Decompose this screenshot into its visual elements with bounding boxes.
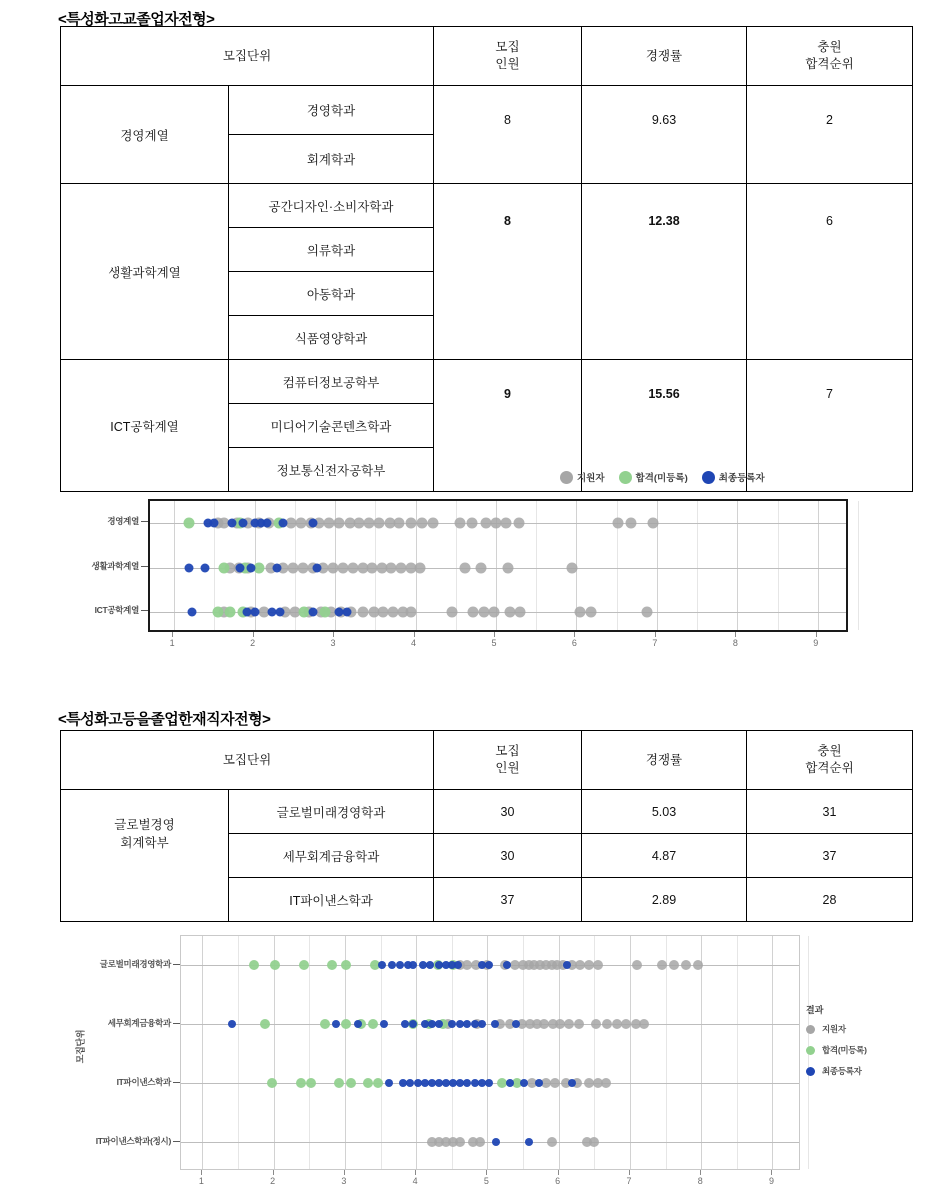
data-point xyxy=(414,562,425,573)
data-point xyxy=(228,519,237,528)
data-point xyxy=(632,960,642,970)
legend-item[interactable] xyxy=(806,1044,867,1056)
x-axis-tick-label: 9 xyxy=(768,1176,774,1186)
header-quota xyxy=(434,731,582,790)
legend-swatch-icon xyxy=(806,1046,815,1055)
x-axis-tick-mark xyxy=(558,1170,559,1175)
data-point xyxy=(327,960,337,970)
x-axis-tick-label: 6 xyxy=(571,638,577,648)
data-point xyxy=(626,518,637,529)
header-extra-line2: 합격순위 xyxy=(805,57,854,71)
department-cell: 정보통신전자공학부 xyxy=(229,448,434,492)
gridline-minor xyxy=(309,936,310,1169)
data-point xyxy=(373,1078,383,1088)
data-point xyxy=(564,1019,574,1029)
data-point xyxy=(358,606,369,617)
data-point xyxy=(657,960,667,970)
chart1-legend xyxy=(560,470,765,484)
data-point xyxy=(385,1079,393,1087)
department-cell: 식품영양학과 xyxy=(229,316,434,360)
data-point xyxy=(613,518,624,529)
x-axis-tick-mark xyxy=(414,632,415,637)
header-unit: 모집단위 xyxy=(61,731,434,790)
data-point xyxy=(492,1138,500,1146)
extra-rank-cell: 37 xyxy=(747,834,913,878)
x-axis-tick-mark xyxy=(700,1170,701,1175)
x-axis-tick-label: 4 xyxy=(412,1176,418,1186)
x-axis-tick-label: 1 xyxy=(169,638,175,648)
data-point xyxy=(693,960,703,970)
y-axis-tick-label: 생활과학계열 xyxy=(91,560,139,571)
data-point xyxy=(468,606,479,617)
data-point xyxy=(320,606,331,617)
data-point xyxy=(249,960,259,970)
gridline-major xyxy=(345,936,346,1169)
gridline-major xyxy=(202,936,203,1169)
data-point xyxy=(378,961,386,969)
data-point xyxy=(313,563,322,572)
data-point xyxy=(589,1137,599,1147)
data-point xyxy=(273,563,282,572)
header-ratio: 경쟁률 xyxy=(582,731,747,790)
data-point xyxy=(200,563,209,572)
chart2-plot-area xyxy=(180,935,800,1170)
data-point xyxy=(341,960,351,970)
y-axis-tick-label: ICT공학계열 xyxy=(94,604,139,615)
x-axis-tick-label: 4 xyxy=(411,638,417,648)
data-point xyxy=(238,519,247,528)
table-employed-graduate xyxy=(60,730,913,922)
header-quota-line2: 인원 xyxy=(495,57,520,71)
data-point xyxy=(591,1019,601,1029)
legend-swatch-icon xyxy=(560,471,573,484)
faculty-cell: ICT공학계열 xyxy=(61,360,229,492)
x-axis-tick-mark xyxy=(172,632,173,637)
data-point xyxy=(485,1079,493,1087)
section1-title: <특성화고교졸업자전형> xyxy=(58,11,215,28)
data-point xyxy=(642,606,653,617)
legend-swatch-icon xyxy=(806,1025,815,1034)
x-axis-tick-label: 5 xyxy=(491,638,497,648)
legend-swatch-icon xyxy=(806,1067,815,1076)
quota-cell: 30 xyxy=(434,790,582,834)
data-point xyxy=(278,519,287,528)
ratio-cell: 2.89 xyxy=(582,878,747,922)
x-axis-tick-label: 8 xyxy=(697,1176,703,1186)
data-point xyxy=(184,563,193,572)
ratio-cell: 9.63 xyxy=(582,86,747,184)
y-axis-tick-mark xyxy=(173,1141,180,1142)
faculty-cell: 경영계열 xyxy=(61,86,229,184)
data-point xyxy=(409,961,417,969)
section2-title: <특성화고등을졸업한재직자전형> xyxy=(58,711,271,728)
gridline-major xyxy=(559,936,560,1169)
data-point xyxy=(647,518,658,529)
data-point xyxy=(308,519,317,528)
data-point xyxy=(225,606,236,617)
header-extra-line1: 충원 xyxy=(817,40,842,55)
faculty-cell: 생활과학계열 xyxy=(61,184,229,360)
table-specialized-highschool xyxy=(60,26,913,492)
data-point xyxy=(363,518,374,529)
chart-employed-graduate xyxy=(0,925,944,1204)
table-row xyxy=(61,360,913,404)
table-row xyxy=(61,790,913,834)
data-point xyxy=(394,518,405,529)
quota-cell: 30 xyxy=(434,834,582,878)
data-point xyxy=(455,1137,465,1147)
x-axis-tick-mark xyxy=(494,632,495,637)
data-point xyxy=(320,1019,330,1029)
chart2-y-axis-title: 모집단위 xyxy=(75,1029,86,1064)
data-point xyxy=(426,961,434,969)
x-axis-tick-label: 3 xyxy=(330,638,336,648)
extra-rank-cell: 31 xyxy=(747,790,913,834)
y-axis-tick-mark xyxy=(141,610,148,611)
x-axis-tick-mark xyxy=(771,1170,772,1175)
data-point xyxy=(334,1078,344,1088)
data-point xyxy=(388,961,396,969)
data-point xyxy=(512,1020,520,1028)
data-point xyxy=(347,562,358,573)
header-ratio: 경쟁률 xyxy=(582,27,747,86)
x-axis-tick-label: 5 xyxy=(483,1176,489,1186)
extra-rank-cell: 28 xyxy=(747,878,913,922)
data-point xyxy=(363,1078,373,1088)
header-extra-line2: 합격순위 xyxy=(805,761,854,775)
data-point xyxy=(454,961,462,969)
gridline-minor xyxy=(858,501,859,630)
data-point xyxy=(187,607,196,616)
header-extra xyxy=(747,27,913,86)
gridline-major xyxy=(416,936,417,1169)
header-quota-line2: 인원 xyxy=(495,761,520,775)
gridline-major xyxy=(818,501,819,630)
department-cell: 미디어기술콘텐츠학과 xyxy=(229,404,434,448)
gridline-major xyxy=(737,501,738,630)
gridline-minor xyxy=(536,501,537,630)
department-cell: 컴퓨터정보공학부 xyxy=(229,360,434,404)
x-axis-tick-label: 2 xyxy=(270,1176,276,1186)
data-point xyxy=(448,1020,456,1028)
data-point xyxy=(380,1020,388,1028)
x-axis-tick-mark xyxy=(574,632,575,637)
legend-swatch-icon xyxy=(619,471,632,484)
data-point xyxy=(332,1020,340,1028)
data-point xyxy=(535,1079,543,1087)
table-header-row xyxy=(61,731,913,790)
table-row xyxy=(61,184,913,228)
data-point xyxy=(323,518,334,529)
department-cell: IT파이낸스학과 xyxy=(229,878,434,922)
data-point xyxy=(343,607,352,616)
data-point xyxy=(246,563,255,572)
ratio-cell: 5.03 xyxy=(582,790,747,834)
ratio-cell: 15.56 xyxy=(582,360,747,492)
gridline-major xyxy=(772,936,773,1169)
chart1-plot-area xyxy=(148,499,848,632)
data-point xyxy=(428,518,439,529)
gridline-major xyxy=(487,936,488,1169)
chart-specialized-highschool xyxy=(0,462,944,702)
data-point xyxy=(506,1079,514,1087)
y-axis-tick-label: 글로벌미래경영학과 xyxy=(99,959,171,970)
x-axis-tick-mark xyxy=(253,632,254,637)
legend-item[interactable] xyxy=(619,470,688,484)
gridline-major xyxy=(174,501,175,630)
data-point xyxy=(454,518,465,529)
legend-item[interactable] xyxy=(560,470,605,484)
ratio-cell: 4.87 xyxy=(582,834,747,878)
data-point xyxy=(460,562,471,573)
y-axis-tick-mark xyxy=(173,964,180,965)
legend-label: 지원자 xyxy=(577,473,605,484)
data-point xyxy=(368,1019,378,1029)
gridline-minor xyxy=(452,936,453,1169)
data-point xyxy=(334,518,345,529)
gridline-major xyxy=(274,936,275,1169)
data-point xyxy=(497,1078,507,1088)
legend-label: 합격(미등록) xyxy=(635,473,688,484)
legend-swatch-icon xyxy=(702,471,715,484)
table-header-row xyxy=(61,27,913,86)
gridline-minor xyxy=(594,936,595,1169)
y-axis-tick-mark xyxy=(173,1023,180,1024)
x-axis-tick-label: 6 xyxy=(555,1176,561,1186)
data-point xyxy=(219,562,230,573)
legend-item[interactable] xyxy=(806,1065,867,1077)
x-axis-tick-mark xyxy=(344,1170,345,1175)
quota-cell: 37 xyxy=(434,878,582,922)
data-point xyxy=(210,519,219,528)
x-axis-tick-label: 2 xyxy=(250,638,256,648)
quota-cell: 8 xyxy=(434,184,582,360)
gridline-minor xyxy=(381,936,382,1169)
y-axis-tick-label: 경영계열 xyxy=(107,516,139,527)
legend-label: 최종등록자 xyxy=(718,473,765,484)
extra-rank-cell: 7 xyxy=(747,360,913,492)
data-point xyxy=(520,1079,528,1087)
data-point xyxy=(267,1078,277,1088)
y-axis-tick-mark xyxy=(173,1082,180,1083)
faculty-line1: 글로벌경영 xyxy=(114,817,175,832)
department-cell: 회계학과 xyxy=(229,135,434,184)
y-axis-tick-label: IT파이낸스학과(정시) xyxy=(95,1135,171,1146)
quota-cell: 8 xyxy=(434,86,582,184)
x-axis-tick-mark xyxy=(273,1170,274,1175)
data-point xyxy=(308,607,317,616)
gridline-major xyxy=(630,936,631,1169)
department-cell: 세무회계금융학과 xyxy=(229,834,434,878)
legend-title: 결과 xyxy=(806,1005,824,1015)
data-point xyxy=(476,562,487,573)
legend-item[interactable] xyxy=(702,470,765,484)
y-axis-tick-label: IT파이낸스학과 xyxy=(116,1076,171,1087)
x-axis-tick-mark xyxy=(333,632,334,637)
data-point xyxy=(406,606,417,617)
data-point xyxy=(341,1019,351,1029)
data-point xyxy=(602,1019,612,1029)
data-point xyxy=(563,961,571,969)
x-axis-tick-mark xyxy=(816,632,817,637)
data-point xyxy=(681,960,691,970)
x-axis-tick-mark xyxy=(629,1170,630,1175)
data-point xyxy=(228,1020,236,1028)
data-point xyxy=(503,961,511,969)
x-axis-tick-mark xyxy=(655,632,656,637)
header-unit: 모집단위 xyxy=(61,27,434,86)
gridline-minor xyxy=(778,501,779,630)
data-point xyxy=(567,562,578,573)
data-point xyxy=(601,1078,611,1088)
data-point xyxy=(306,1078,316,1088)
gridline-minor xyxy=(666,936,667,1169)
department-cell: 글로벌미래경영학과 xyxy=(229,790,434,834)
data-point xyxy=(374,518,385,529)
department-cell: 아동학과 xyxy=(229,272,434,316)
data-point xyxy=(568,1079,576,1087)
data-point xyxy=(593,960,603,970)
data-point xyxy=(575,606,586,617)
data-point xyxy=(406,518,417,529)
data-point xyxy=(435,1020,443,1028)
data-point xyxy=(296,1078,306,1088)
data-point xyxy=(354,1020,362,1028)
gridline-major xyxy=(701,936,702,1169)
data-point xyxy=(525,1138,533,1146)
category-baseline xyxy=(181,1142,799,1143)
data-point xyxy=(446,606,457,617)
data-point xyxy=(550,1078,560,1088)
gridline-minor xyxy=(737,936,738,1169)
data-point xyxy=(491,1020,499,1028)
data-point xyxy=(236,563,245,572)
gridline-minor xyxy=(697,501,698,630)
x-axis-tick-label: 7 xyxy=(626,1176,632,1186)
data-point xyxy=(346,1078,356,1088)
data-point xyxy=(250,607,259,616)
data-point xyxy=(466,518,477,529)
legend-item[interactable] xyxy=(806,1023,867,1035)
x-axis-tick-mark xyxy=(201,1170,202,1175)
data-point xyxy=(387,606,398,617)
data-point xyxy=(409,1020,417,1028)
quota-cell: 9 xyxy=(434,360,582,492)
x-axis-tick-mark xyxy=(415,1170,416,1175)
data-point xyxy=(585,606,596,617)
department-cell: 의류학과 xyxy=(229,228,434,272)
header-quota-line1: 모집 xyxy=(495,40,520,55)
x-axis-tick-label: 8 xyxy=(732,638,738,648)
x-axis-tick-label: 3 xyxy=(341,1176,347,1186)
x-axis-tick-label: 7 xyxy=(652,638,658,648)
data-point xyxy=(547,1137,557,1147)
x-axis-tick-label: 1 xyxy=(198,1176,204,1186)
data-point xyxy=(489,606,500,617)
data-point xyxy=(270,960,280,970)
data-point xyxy=(213,606,224,617)
x-axis-tick-label: 9 xyxy=(813,638,819,648)
data-point xyxy=(485,961,493,969)
faculty-line2: 회계학부 xyxy=(120,836,169,851)
legend-label: 최종등록자 xyxy=(822,1066,862,1076)
gridline-minor xyxy=(238,936,239,1169)
chart2-legend xyxy=(806,1003,867,1086)
data-point xyxy=(183,518,194,529)
data-point xyxy=(478,606,489,617)
data-point xyxy=(262,519,271,528)
header-extra xyxy=(747,731,913,790)
header-extra-line1: 충원 xyxy=(817,744,842,759)
legend-label: 지원자 xyxy=(822,1024,846,1034)
data-point xyxy=(475,1137,485,1147)
ratio-cell: 12.38 xyxy=(582,184,747,360)
y-axis-tick-label: 세무회계금융학과 xyxy=(107,1018,171,1029)
table-row xyxy=(61,86,913,135)
faculty-cell xyxy=(61,790,229,922)
extra-rank-cell: 2 xyxy=(747,86,913,184)
data-point xyxy=(503,562,514,573)
data-point xyxy=(515,606,526,617)
header-quota xyxy=(434,27,582,86)
extra-rank-cell: 6 xyxy=(747,184,913,360)
department-cell: 경영학과 xyxy=(229,86,434,135)
header-quota-line1: 모집 xyxy=(495,744,520,759)
data-point xyxy=(500,518,511,529)
data-point xyxy=(639,1019,649,1029)
department-cell: 공간디자인·소비자학과 xyxy=(229,184,434,228)
data-point xyxy=(513,518,524,529)
legend-label: 합격(미등록) xyxy=(822,1045,867,1055)
data-point xyxy=(299,960,309,970)
y-axis-tick-mark xyxy=(141,521,148,522)
gridline-minor xyxy=(523,936,524,1169)
data-point xyxy=(478,1020,486,1028)
y-axis-tick-mark xyxy=(141,566,148,567)
data-point xyxy=(276,607,285,616)
data-point xyxy=(574,1019,584,1029)
x-axis-tick-mark xyxy=(486,1170,487,1175)
data-point xyxy=(416,518,427,529)
x-axis-tick-mark xyxy=(735,632,736,637)
data-point xyxy=(669,960,679,970)
data-point xyxy=(260,1019,270,1029)
